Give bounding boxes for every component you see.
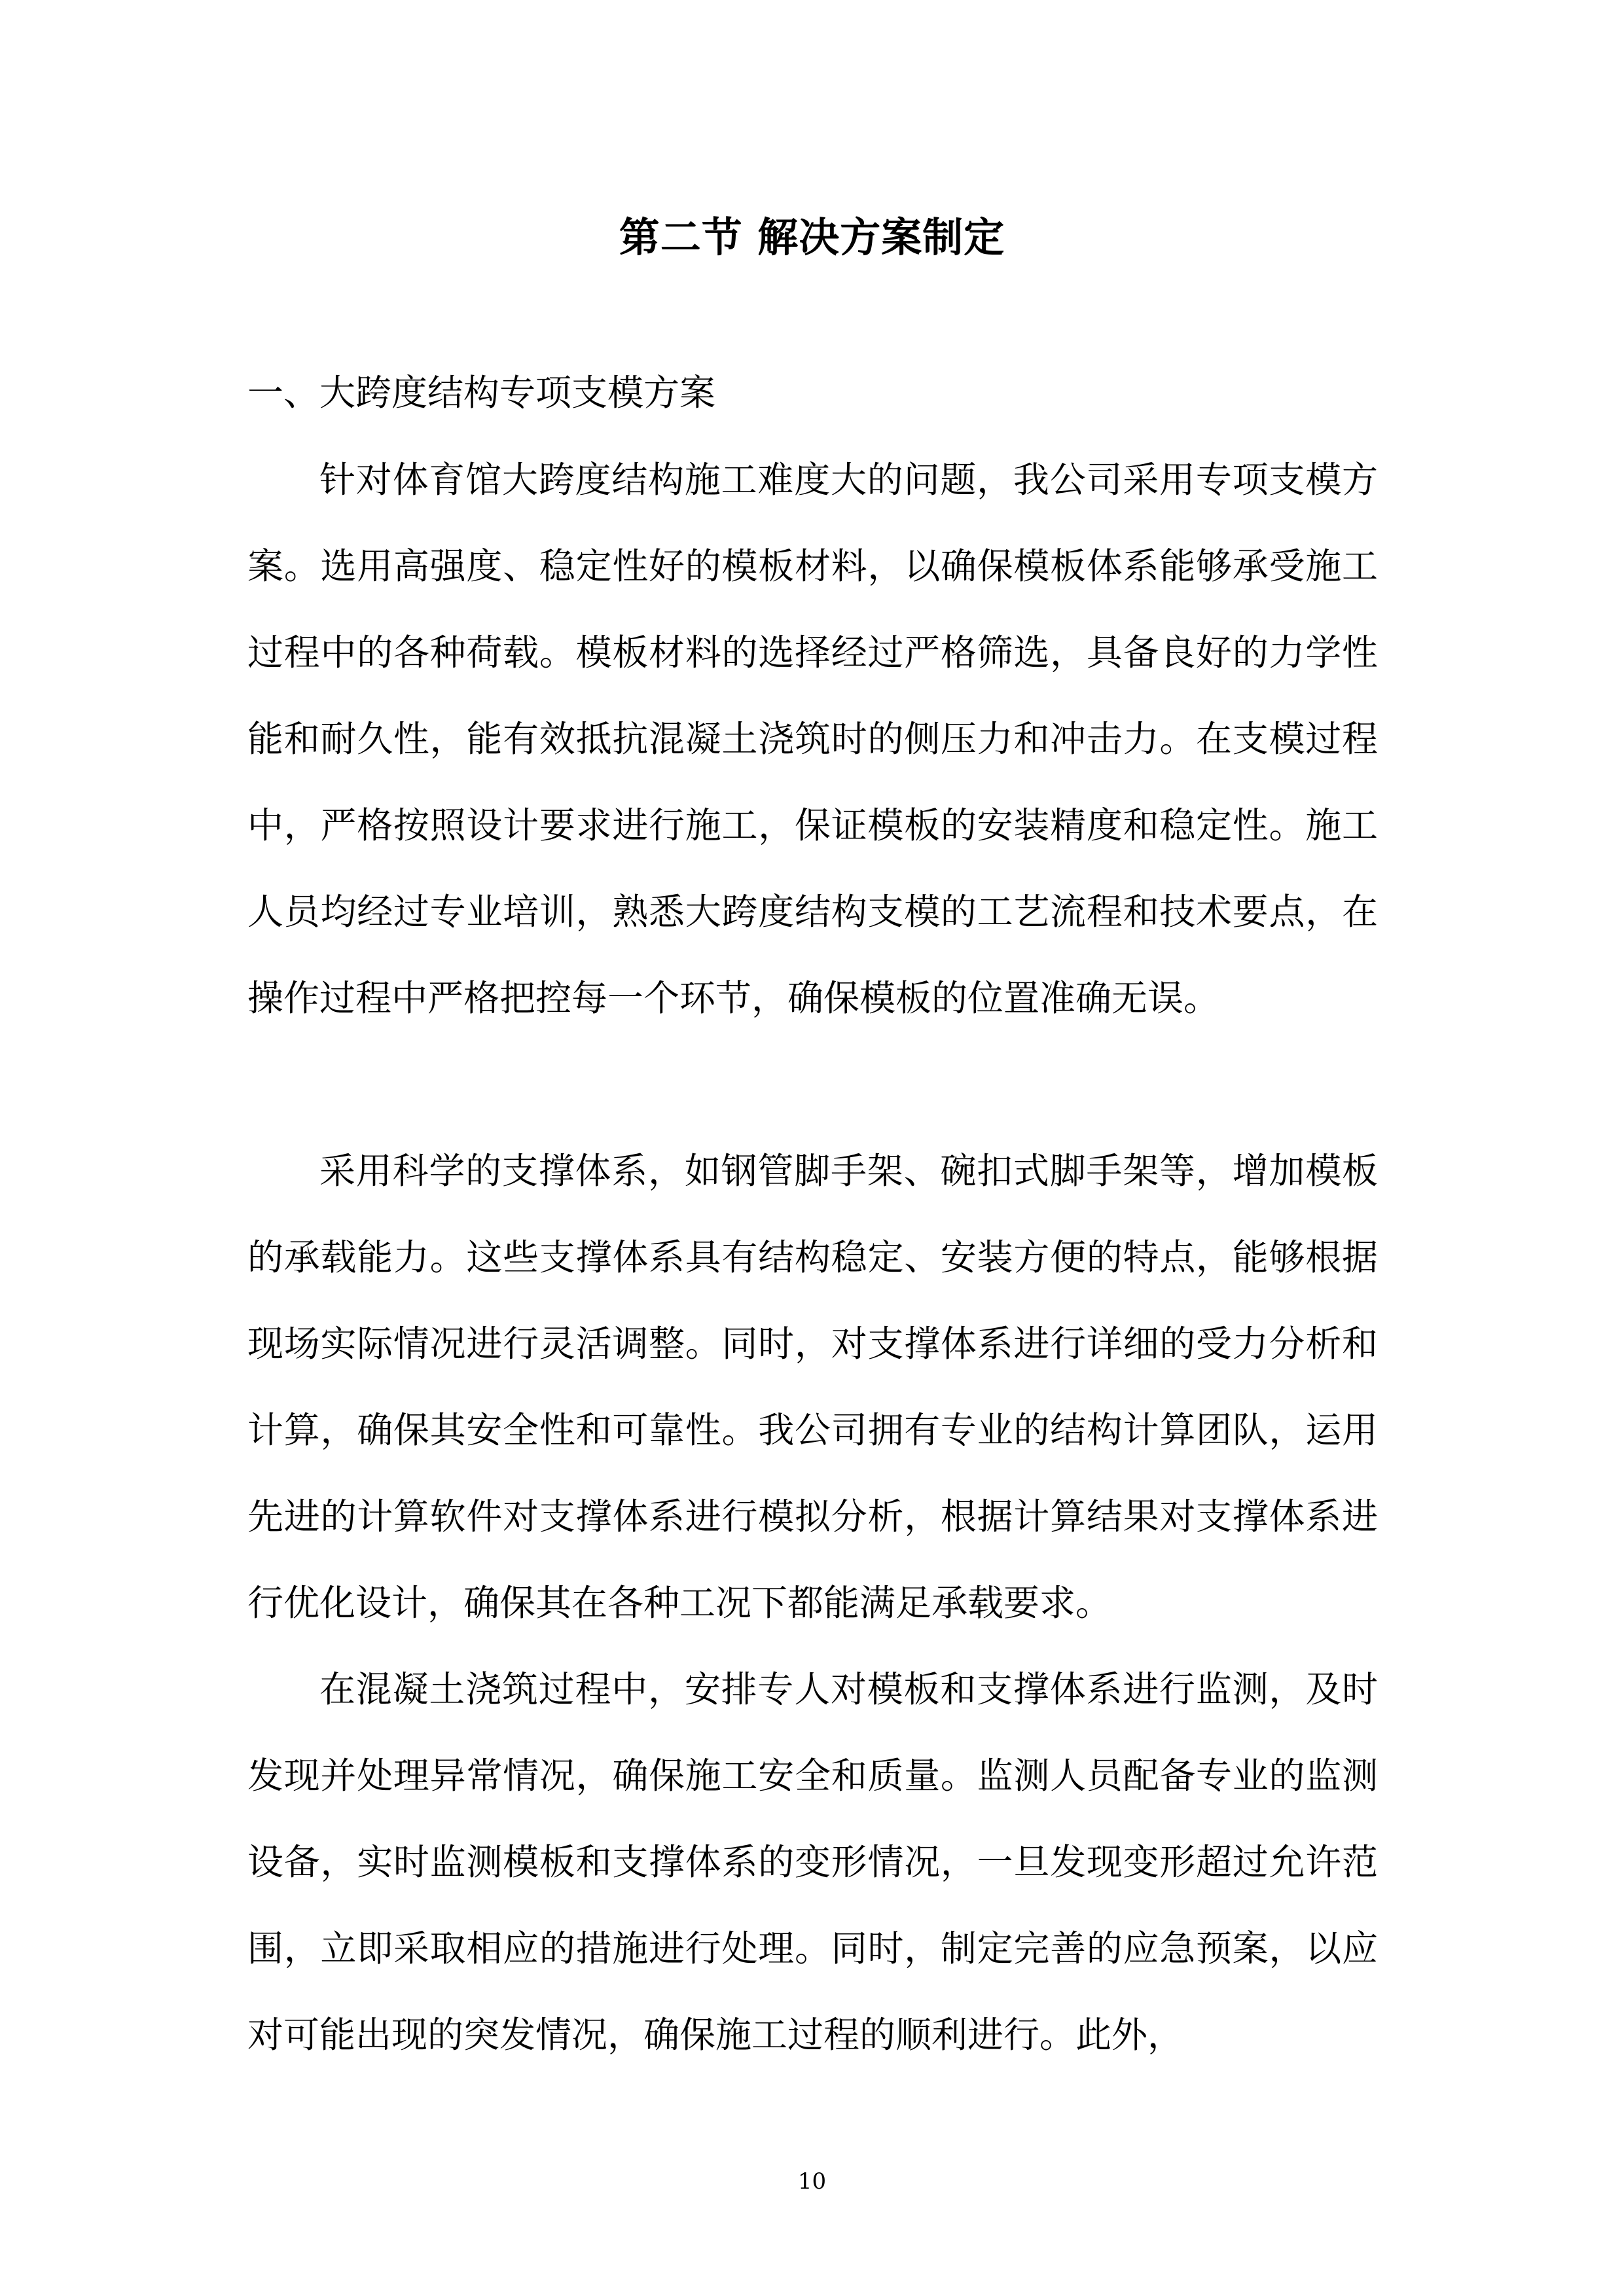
paragraph-2: 采用科学的支撑体系，如钢管脚手架、碗扣式脚手架等，增加模板的承载能力。这些支撑体系具有结构稳定、安装方便的特点，能够根据现场实际情况进行灵活调整。同时，对支撑体系进行详细的受力分析和计算，确保其安全性和可靠性。我公司拥有专业的结构计算团队，运用先进的计算软件对支撑体系进行模拟分析，根据计算结果对支撑体系进行优化设计，确保其在各种工况下都能满足承载要求。 bbox=[247, 1150, 1378, 1624]
section-title: 第二节 解决方案制定 bbox=[619, 213, 1005, 261]
paragraph-3: 在混凝土浇筑过程中，安排专人对模板和支撑体系进行监测，及时发现并处理异常情况，确保施工安全和质量。监测人员配备专业的监测设备，实时监测模板和支撑体系的变形情况，一旦发现变形超过允许范围，立即采取相应的措施进行处理。同时，制定完善的应急预案，以应对可能出现的突发情况，确保施工过程的顺利进行。此外， bbox=[247, 1668, 1378, 2056]
subsection-heading: 一、大跨度结构专项支模方案 bbox=[247, 372, 716, 414]
paragraph-1: 针对体育馆大跨度结构施工难度大的问题，我公司采用专项支模方案。选用高强度、稳定性好的模板材料，以确保模板体系能够承受施工过程中的各种荷载。模板材料的选择经过严格筛选，具备良好的力学性能和耐久性，能有效抵抗混凝土浇筑时的侧压力和冲击力。在支模过程中，严格按照设计要求进行施工，保证模板的安装精度和稳定性。施工人员均经过专业培训，熟悉大跨度结构支模的工艺流程和技术要点，在操作过程中严格把控每一个环节，确保模板的位置准确无误。 bbox=[247, 459, 1378, 1019]
page-number: 10 bbox=[797, 2168, 827, 2195]
